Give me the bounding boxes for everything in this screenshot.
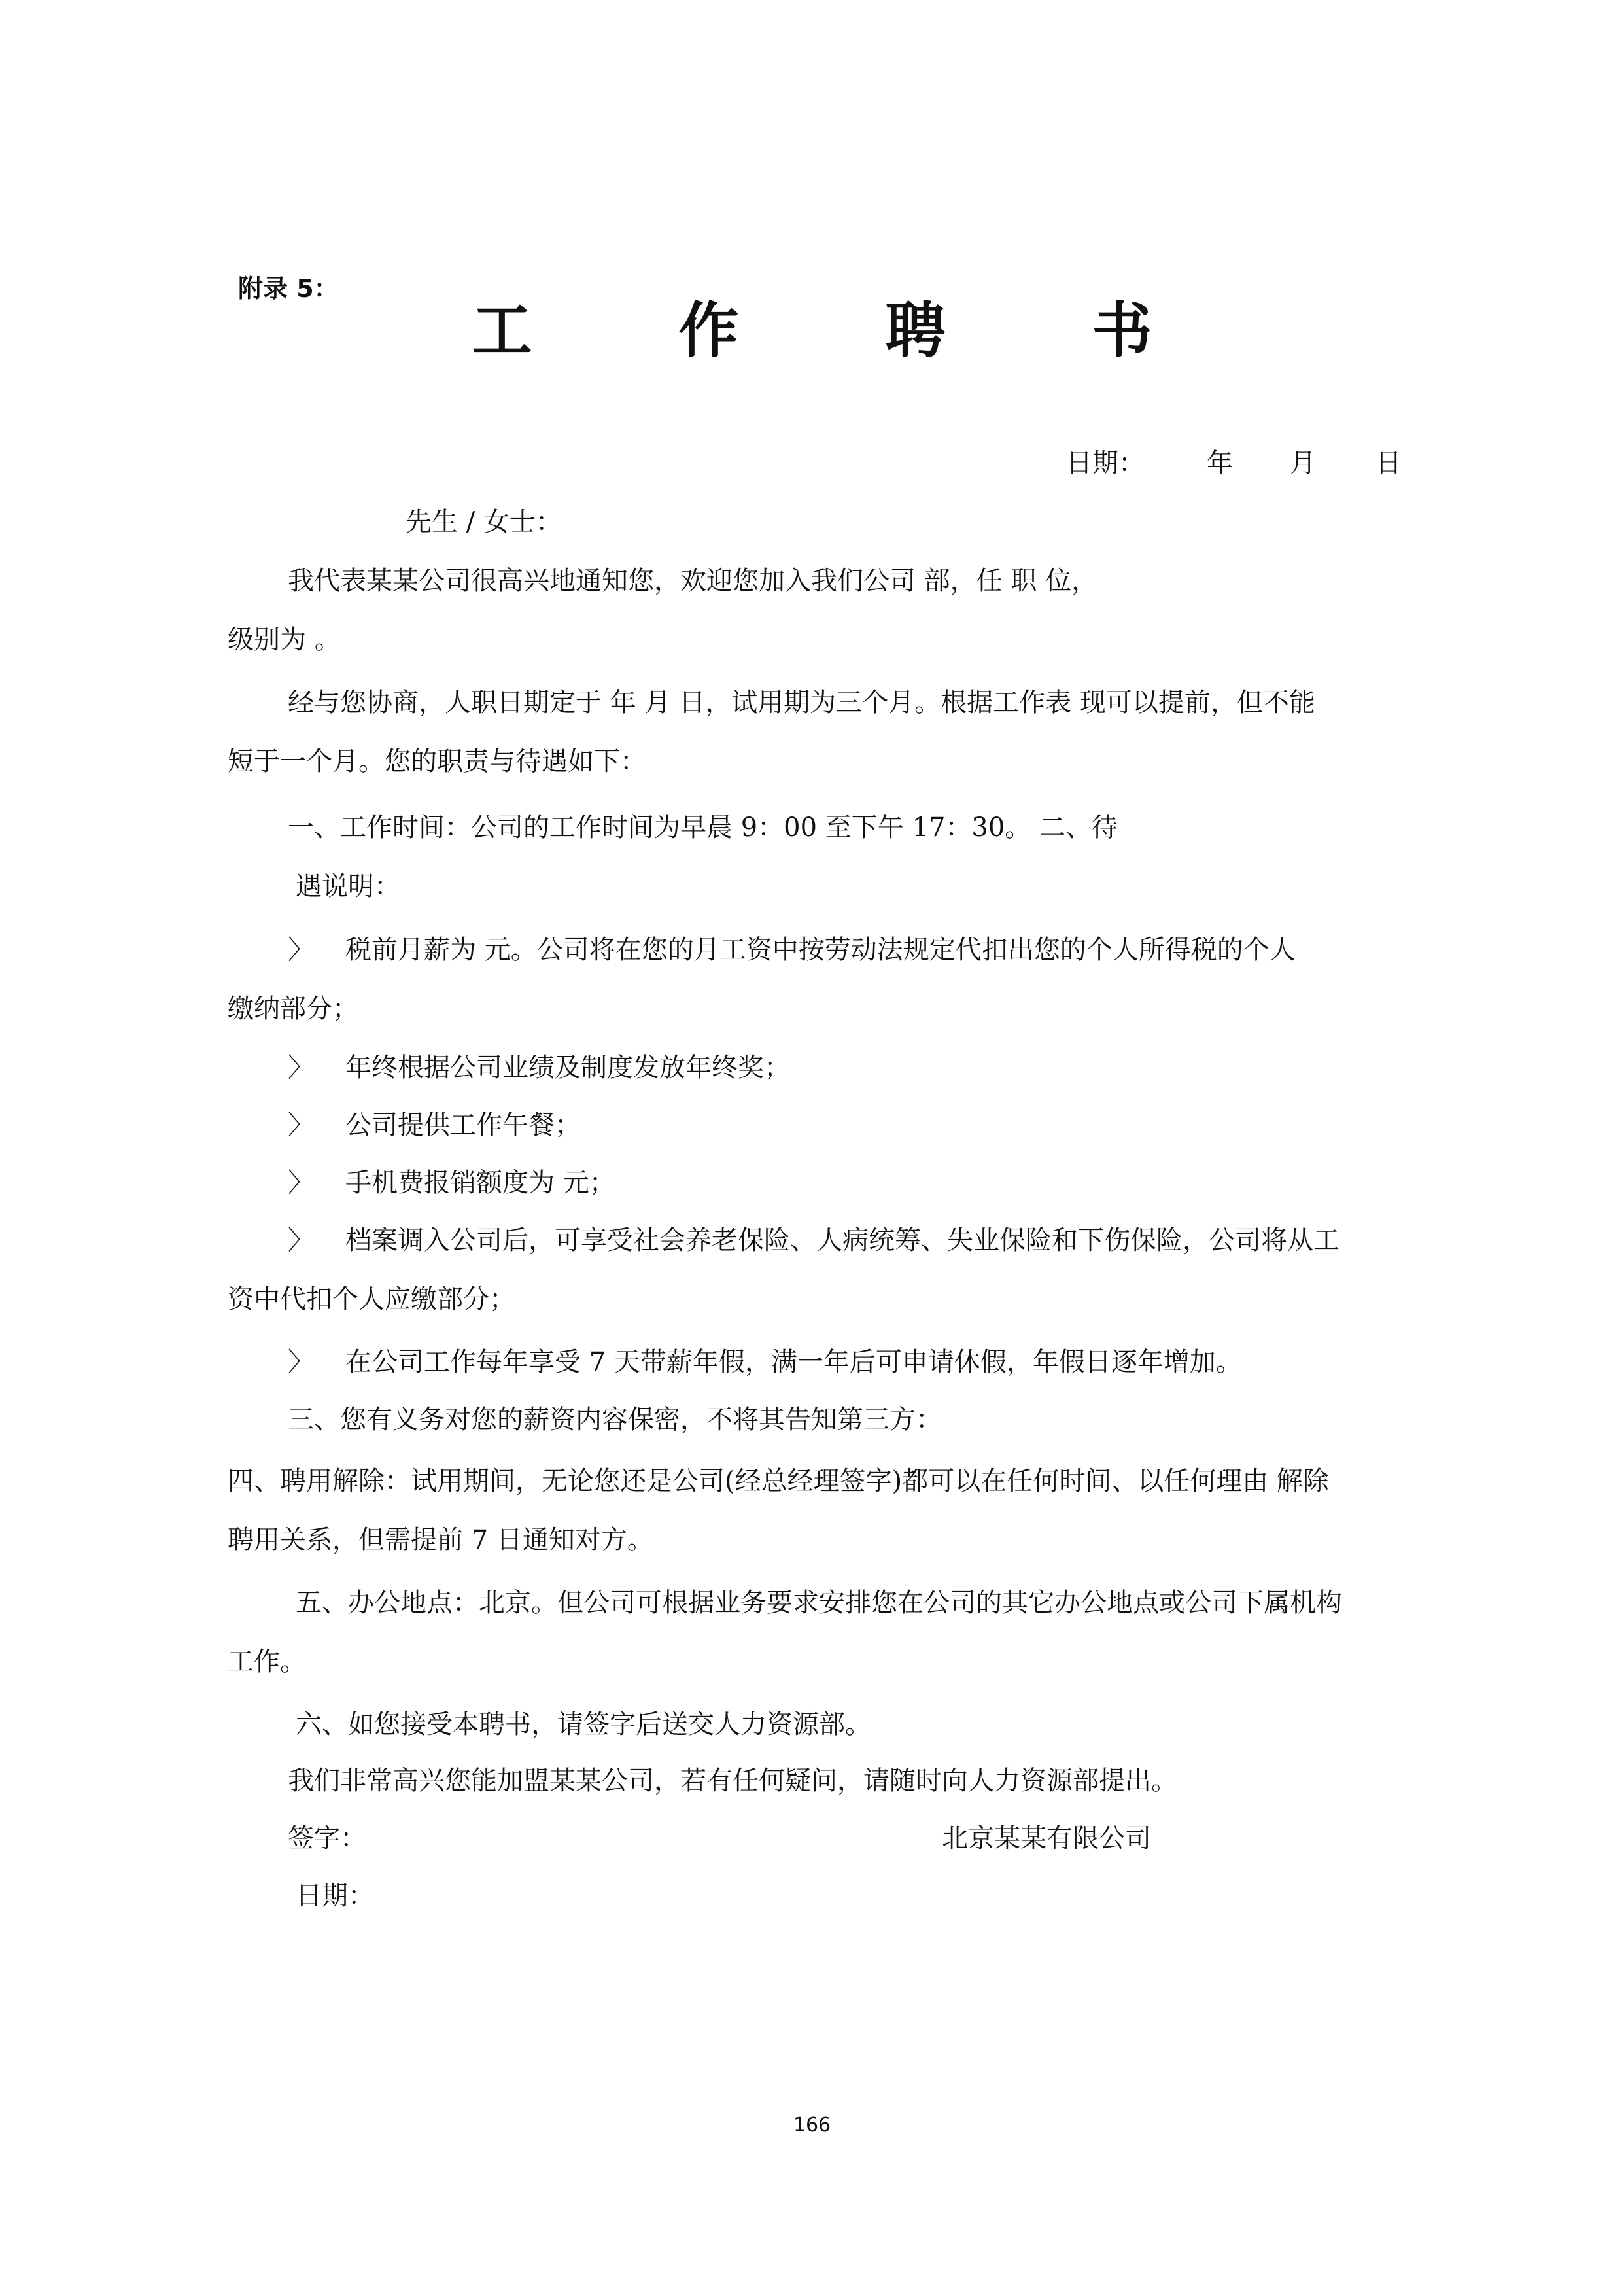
insurance-text-cont: 资中代扣个人应缴部分； (228, 1284, 515, 1314)
leave-text: 在公司工作每年享受 7 天带薪年假，满一年后可申请休假，年假日逐年增加。 (345, 1347, 1242, 1377)
bullet-icon: 〉 (288, 1110, 314, 1140)
consult-line-2: 短于一个月。您的职责与待遇如下： (228, 746, 646, 777)
list-item (288, 1227, 1339, 1253)
phone-text: 手机费报销额度为 元； (345, 1168, 615, 1198)
welcome-text: 我们非常高兴您能加盟某某公司，若有任何疑问，请随时向人力资源部提出。 (288, 1766, 1177, 1796)
list-item (288, 1170, 615, 1196)
list-item (288, 1112, 581, 1138)
date-label: 日期： (1066, 448, 1145, 478)
company-name: 北京某某有限公司 (942, 1823, 1151, 1853)
office-line-1: 五、办公地点：北京。但公司可根据业务要求安排您在公司的其它办公地点或公司下属机构 (296, 1588, 1342, 1618)
list-item (288, 1349, 1242, 1375)
intro-line-2: 级别为 。 (228, 625, 341, 655)
work-time-line: 一、工作时间：公司的工作时间为早晨 9：00 至下午 17：30。 二、待 (288, 813, 1118, 843)
date-month: 月 (1290, 448, 1316, 478)
bonus-text: 年终根据公司业绩及制度发放年终奖； (345, 1053, 790, 1083)
sign-label: 签字： (288, 1823, 366, 1853)
confidential-clause: 三、您有义务对您的薪资内容保密，不将其告知第三方： (288, 1405, 942, 1435)
bullet-icon: 〉 (288, 1053, 314, 1083)
sign-date-label: 日期： (296, 1881, 374, 1911)
bullet-icon: 〉 (288, 1225, 314, 1255)
bullet-icon: 〉 (288, 1168, 314, 1198)
page-title: 工 作 聘 书 (472, 296, 1215, 366)
bullet-icon: 〉 (288, 1347, 314, 1377)
treatment-heading: 遇说明： (296, 871, 400, 902)
list-item (288, 937, 1296, 963)
appendix-label: 附录 5： (238, 274, 339, 303)
intro-line-1: 我代表某某公司很高兴地通知您，欢迎您加入我们公司 部，任 职 位， (288, 566, 1098, 596)
termination-line-1: 四、聘用解除：试用期间，无论您还是公司(经总经理签字)都可以在任何时间、以任何理由 解除 (228, 1466, 1329, 1496)
date-day: 日 (1375, 448, 1402, 478)
salary-text-cont: 缴纳部分； (228, 994, 358, 1024)
bullet-icon: 〉 (288, 935, 314, 965)
list-item (288, 1055, 790, 1081)
salary-text: 税前月薪为 元。公司将在您的月工资中按劳动法规定代扣出您的个人所得税的个人 (345, 935, 1296, 965)
consult-line-1: 经与您协商，人职日期定于 年 月 日，试用期为三个月。根据工作表 现可以提前，但不能 (288, 688, 1315, 718)
office-line-2: 工作。 (228, 1647, 306, 1677)
date-year: 年 (1207, 448, 1233, 478)
accept-clause: 六、如您接受本聘书，请签字后送交人力资源部。 (296, 1709, 871, 1740)
salutation: 先生 / 女士： (406, 507, 562, 537)
page-number: 166 (793, 2114, 831, 2137)
insurance-text: 档案调入公司后，可享受社会养老保险、人病统筹、失业保险和下伤保险，公司将从工 (345, 1225, 1339, 1255)
lunch-text: 公司提供工作午餐； (345, 1110, 581, 1140)
termination-line-2: 聘用关系，但需提前 7 日通知对方。 (228, 1525, 653, 1555)
